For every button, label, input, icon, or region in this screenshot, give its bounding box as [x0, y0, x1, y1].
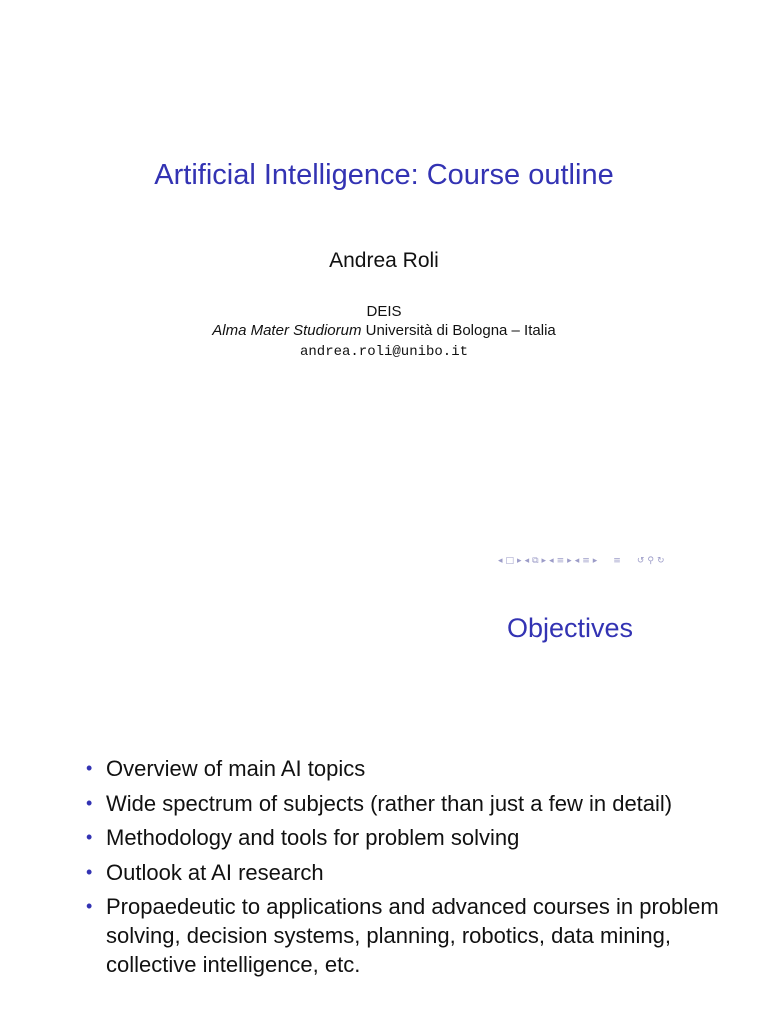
- slide-title: Objectives: [507, 613, 634, 643]
- list-item: • Outlook at AI research: [86, 859, 324, 885]
- institution-name: Università di Bologna – Italia: [361, 322, 556, 339]
- list-item: • Methodology and tools for problem solving: [86, 825, 520, 850]
- frame-icon[interactable]: □: [505, 556, 515, 566]
- objectives-slide: [0, 580, 768, 1024]
- bullet-icon: •: [86, 758, 93, 778]
- list-item: • Propaedeutic to applications and advanced courses in problem solving, decision systems, planning, robotics, data mining, collective intelligence, etc.: [86, 894, 719, 977]
- undo-icon[interactable]: ↺: [636, 556, 645, 566]
- section-next-icon[interactable]: ▸: [567, 556, 572, 566]
- subsection-prev-icon[interactable]: ◂: [524, 556, 530, 566]
- bullet-icon: •: [86, 896, 93, 916]
- institution: [0, 321, 768, 341]
- redo-icon[interactable]: ↻: [656, 556, 665, 566]
- institution-italic: Alma Mater Studiorum: [212, 322, 362, 339]
- list-item: • Overview of main AI topics: [86, 756, 366, 781]
- frame-prev-icon[interactable]: ◂: [498, 556, 503, 566]
- slide-title: Artificial Intelligence: Course outline: [154, 159, 614, 191]
- list-item: • Wide spectrum of subjects (rather than just a few in detail): [86, 790, 673, 816]
- author-name: Andrea Roli: [329, 249, 439, 272]
- slide-prev-icon[interactable]: ◂: [574, 556, 580, 566]
- frame-next-icon[interactable]: ▸: [517, 556, 522, 566]
- bullet-icon: •: [86, 792, 93, 813]
- subsection-next-icon[interactable]: ▸: [541, 556, 547, 566]
- bullet-list: [84, 754, 744, 985]
- slide-next-icon[interactable]: ▸: [592, 556, 598, 566]
- beamer-navigation-bar: [498, 555, 665, 567]
- department: DEIS: [366, 303, 402, 320]
- bullet-icon: •: [86, 827, 93, 847]
- subsection-icon[interactable]: ⧉: [532, 556, 539, 566]
- bullet-icon: •: [86, 861, 93, 882]
- section-prev-icon[interactable]: ◂: [549, 556, 554, 566]
- section-icon[interactable]: ≡: [556, 556, 565, 566]
- search-icon[interactable]: ⚲: [647, 556, 654, 566]
- align-icon[interactable]: ≡: [613, 556, 621, 566]
- slide-icon[interactable]: ≡: [582, 556, 590, 566]
- author-email: andrea.roli@unibo.it: [299, 344, 469, 360]
